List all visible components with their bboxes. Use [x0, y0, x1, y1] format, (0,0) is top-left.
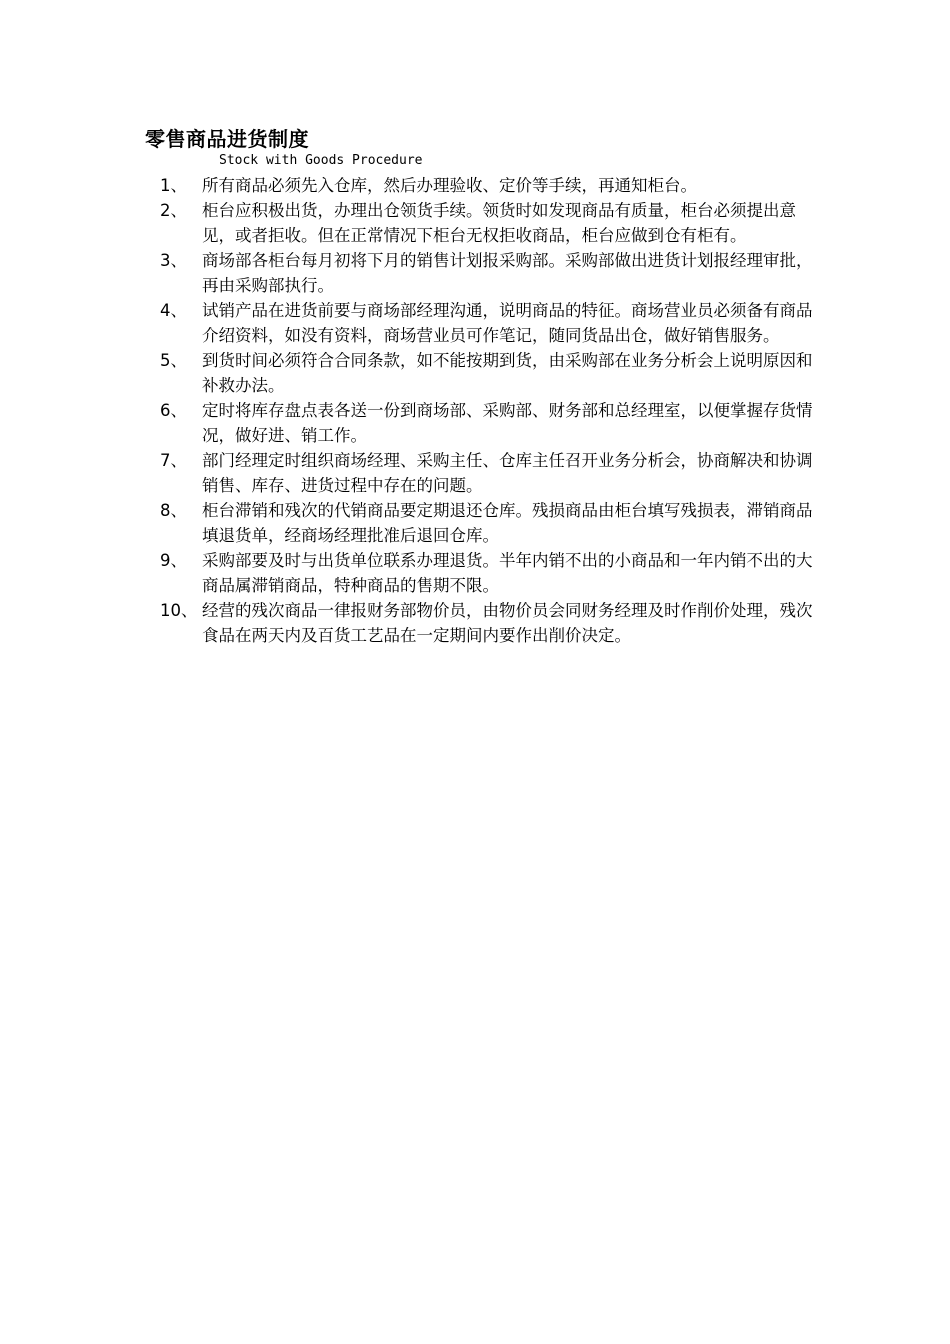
list-item-number: 6、: [160, 401, 187, 420]
list-item-text: 所有商品必须先入仓库，然后办理验收、定价等手续，再通知柜台。: [202, 176, 697, 195]
list-item-number: 10、: [160, 601, 198, 620]
list-item-number: 1、: [160, 176, 187, 195]
list-item-text: 到货时间必须符合合同条款，如不能按期到货，由采购部在业务分析会上说明原因和补救办法。: [202, 351, 813, 395]
list-item: [160, 398, 820, 448]
list-item-text: 经营的残次商品一律报财务部物价员，由物价员会同财务经理及时作削价处理，残次食品在两天内及百货工艺品在一定期间内要作出削价决定。: [202, 601, 813, 645]
list-item-number: 9、: [160, 551, 187, 570]
list-item: [160, 448, 820, 498]
list-item: [160, 598, 820, 648]
list-item-number: 5、: [160, 351, 187, 370]
list-item: [160, 498, 820, 548]
list-item: [160, 298, 820, 348]
procedure-list: [160, 173, 820, 648]
document-subtitle: Stock with Goods Procedure: [219, 153, 423, 168]
list-item: [160, 248, 820, 298]
list-item-text: 柜台滞销和残次的代销商品要定期退还仓库。残损商品由柜台填写残损表，滞销商品填退货单，经商场经理批准后退回仓库。: [202, 501, 813, 545]
list-item-number: 4、: [160, 301, 187, 320]
list-item-text: 采购部要及时与出货单位联系办理退货。半年内销不出的小商品和一年内销不出的大商品属滞销商品，特种商品的售期不限。: [202, 551, 813, 595]
list-item-number: 8、: [160, 501, 187, 520]
list-item-text: 定时将库存盘点表各送一份到商场部、采购部、财务部和总经理室，以便掌握存货情况，做好进、销工作。: [202, 401, 813, 445]
list-item-number: 2、: [160, 201, 187, 220]
list-item: [160, 548, 820, 598]
list-item-text: 部门经理定时组织商场经理、采购主任、仓库主任召开业务分析会，协商解决和协调销售、库存、进货过程中存在的问题。: [202, 451, 813, 495]
list-item: [160, 348, 820, 398]
list-item-text: 柜台应积极出货，办理出仓领货手续。领货时如发现商品有质量，柜台必须提出意见，或者拒收。但在正常情况下柜台无权拒收商品，柜台应做到仓有柜有。: [202, 201, 796, 245]
list-item: [160, 173, 820, 198]
list-item-number: 7、: [160, 451, 187, 470]
list-item: [160, 198, 820, 248]
list-item-number: 3、: [160, 251, 187, 270]
list-item-text: 试销产品在进货前要与商场部经理沟通，说明商品的特征。商场营业员必须备有商品介绍资料，如没有资料，商场营业员可作笔记，随同货品出仓，做好销售服务。: [202, 301, 813, 345]
document-title: 零售商品进货制度: [145, 127, 309, 151]
list-item-text: 商场部各柜台每月初将下月的销售计划报采购部。采购部做出进货计划报经理审批，再由采购部执行。: [202, 251, 813, 295]
